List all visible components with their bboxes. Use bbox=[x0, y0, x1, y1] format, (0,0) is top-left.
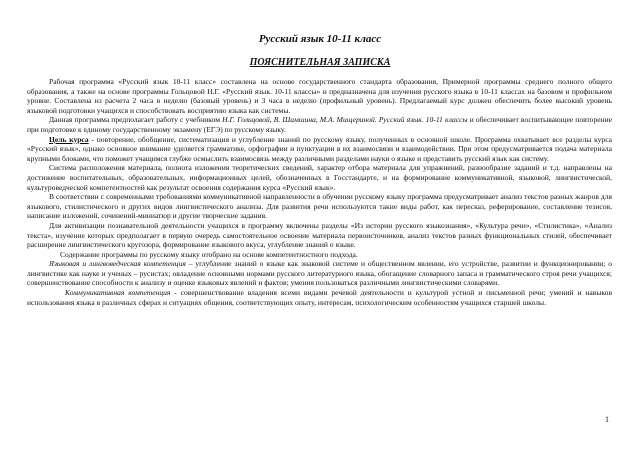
paragraph-text: Данная программа предполагает работу с учебником bbox=[49, 115, 223, 125]
document-body bbox=[27, 77, 612, 307]
paragraph-goal bbox=[27, 135, 612, 164]
paragraph-program bbox=[27, 77, 612, 115]
paragraph-content bbox=[27, 250, 612, 260]
paragraph-text: и обеспечивает воспитывающее повторение при подготовке к единому государственному экзамену (ЕГЭ) по русскому языку. bbox=[27, 115, 612, 134]
goal-label: Цель курса bbox=[49, 134, 89, 144]
page-number: 1 bbox=[605, 415, 609, 424]
paragraph-text: Содержание программы по русскому языку отобрано на основе компетентностного подхода. bbox=[60, 249, 358, 259]
paragraph-text: - совершенствование владения всеми видами речевой деятельности и культурой устной и письменной речи; умений и навыков использования языка в различных сферах и ситуациях общения, соответствующих опыту, интересам, психологическим особенностям учащихся старшей школы. bbox=[27, 288, 613, 307]
competence-label: Языковая и лингвоведческая компетенция bbox=[49, 259, 186, 269]
competence-label: Коммуникативная компетенция bbox=[65, 288, 171, 298]
paragraph-communication bbox=[27, 192, 612, 221]
paragraph-textbook bbox=[27, 115, 612, 134]
paragraph-text: – углубление знаний о языке как знаковой системе и общественном явлении, его устройстве, развитии и функционировании; о лингвистике как науке и ученых – русистах; овладение основными нормами русского литературного языка, обогащение словарного запаса и грамматического строя речи учащихся; совершенствование способности к анализу и оценке языковых явлений и фактов; умения пользоваться различными лингвистическими словарями. bbox=[27, 259, 613, 288]
paragraph-activation bbox=[27, 221, 612, 250]
paragraph-language-competence bbox=[27, 259, 612, 288]
paragraph-text: - повторение, обобщение, систематизация и углубление знаний по русскому языку, полученных в основной школе. Программа охватывает все разделы курса «Русский язык», однако основное внимание уделяется грамматике, орфографии и пунктуации в их взаимосвязи и взаимодействии. При этом предусматривается подача материала крупными блоками, что поможет учащимся глубже осмыслить взаимосвязь между различными разделами науки о языке и представить русский язык как систему. bbox=[27, 134, 612, 163]
section-heading: ПОЯСНИТЕЛЬНАЯ ЗАПИСКА bbox=[249, 57, 391, 68]
paragraph-text: В соответствии с современными требованиями коммуникативной направленности в обучении русскому языку программа предусматривает анализ текстов разных жанров для языкового, стилистического и других видов лингвистического анализа. Для развития речи используются такие виды работ, как пересказ, реферирование, составление тезисов, написание изложений, сочинений-миниатюр и другие творческие задания. bbox=[27, 192, 612, 221]
paragraph-text: Рабочая программа «Русский язык 10-11 класс» составлена на основе государственного стандарта образования, Примерной программы среднего полного общего образования, а также на основе программы Гольцовой Н.Г. «Русский язык. 10-11 классы» и предназначена для изучения русского языка в 10-11 классах на базовом и профильном уровне. Составлена из расчета 2 часа в неделю (базовый уровень) и 3 часа в неделю (профильный уровень). Предлагаемый курс должен обеспечить более высокий уровень языковой подготовки учащихся и способствовать восприятию языка как системы. bbox=[27, 77, 612, 115]
paragraph-communicative-competence bbox=[27, 288, 612, 307]
textbook-reference: Н.Г. Гольцовой, В. Шамшина, М.А. Мищериной. Русский язык. 10-11 классы bbox=[222, 115, 468, 125]
paragraph-system bbox=[27, 163, 612, 192]
paragraph-text: Система расположения материала, полнота изложения теоретических сведений, характер отбора материала для упражнений, разнообразие заданий и т.д. направлены на достижение воспитательных, образовательных, информационных целей, обозначенных в Госстандарте, и на формирование коммуникативной, языковой, лингвистической, культуроведческой компетентностей как результат освоения содержания курса «Русский язык». bbox=[27, 163, 612, 192]
paragraph-text: Для активизации познавательной деятельности учащихся в программу включены разделы «Из истории русского языкознания», «Культура речи», «Стилистика», «Анализ текста», изучение которых предполагает в первую очередь самостоятельное освоение материала первоисточников, анализ текстов разных функциональных стилей, обеспечивает расширение лингвистического кругозора, формирование языкового вкуса, углубление знаний о языке. bbox=[27, 220, 612, 250]
page-title: Русский язык 10-11 класс bbox=[258, 33, 382, 45]
